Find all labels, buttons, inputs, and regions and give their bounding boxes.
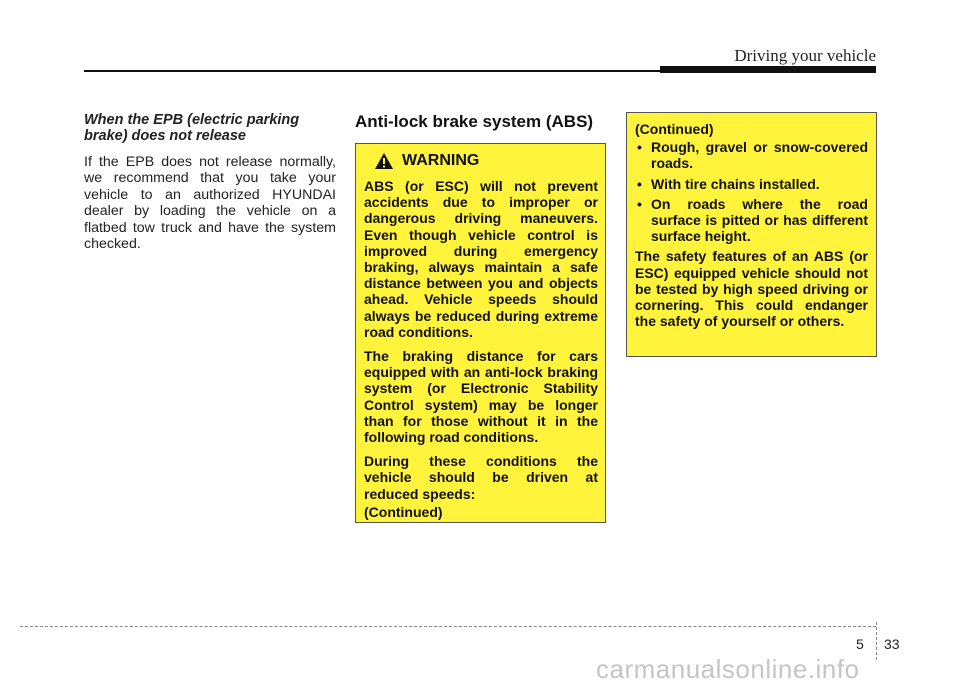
left-column: [84, 112, 336, 252]
footer-divider: [876, 622, 877, 660]
warning-paragraph: During these conditions the vehicle should be driven at reduced speeds:: [364, 453, 598, 502]
header-rule-accent: [660, 66, 876, 73]
continued-heading: (Continued): [635, 121, 714, 137]
list-item: [635, 139, 868, 171]
warning-label: WARNING: [402, 151, 480, 169]
page-number: 33: [884, 636, 900, 652]
list-item: [635, 176, 868, 192]
header-title: Driving your vehicle: [734, 46, 876, 65]
watermark: carmanualsonline.info: [596, 654, 860, 684]
section-title: Anti-lock brake system (ABS): [355, 112, 594, 131]
continued-warning-box: [626, 112, 877, 357]
header-rule: [84, 70, 660, 72]
list-item: [635, 196, 868, 245]
warning-paragraph: ABS (or ESC) will not prevent accidents due to improper or dangerous driving maneuvers. Even though vehicle control is improved during emergency braking, always maintain a safe distance between you and objects ahead. Vehicle speeds should always be reduced during extreme road conditions.: [364, 178, 598, 340]
warning-paragraph: The braking distance for cars equipped with an anti-lock braking system (or Electronic Stability Control system) may be longer than for those without it in the following road conditions.: [364, 348, 598, 446]
list-item-text: With tire chains installed.: [651, 175, 820, 192]
warning-triangle-icon: [374, 152, 394, 170]
bullet-icon: •: [637, 139, 642, 156]
warning-continued: (Continued): [364, 503, 443, 520]
bullet-icon: •: [637, 175, 642, 192]
epb-subtitle: When the EPB (electric parking brake) does not release: [84, 112, 300, 144]
list-item-text: Rough, gravel or snow-covered roads.: [651, 139, 868, 172]
warning-box: [355, 143, 606, 523]
bullet-icon: •: [637, 195, 642, 212]
continued-closing-text: The safety features of an ABS (or ESC) equipped vehicle should not be tested by high speed driving or cornering. This could endanger the safety of yourself or others.: [635, 248, 868, 330]
chapter-number: 5: [856, 636, 864, 652]
list-item-text: On roads where the road surface is pitted or has different surface height.: [651, 195, 868, 245]
footer-rule: [20, 626, 876, 627]
epb-body-text: If the EPB does not release normally, we recommend that you take your vehicle to an authorized HYUNDAI dealer by loading the vehicle on a flatbed tow truck and have the system checked.: [84, 154, 336, 253]
warning-header: [374, 152, 598, 170]
